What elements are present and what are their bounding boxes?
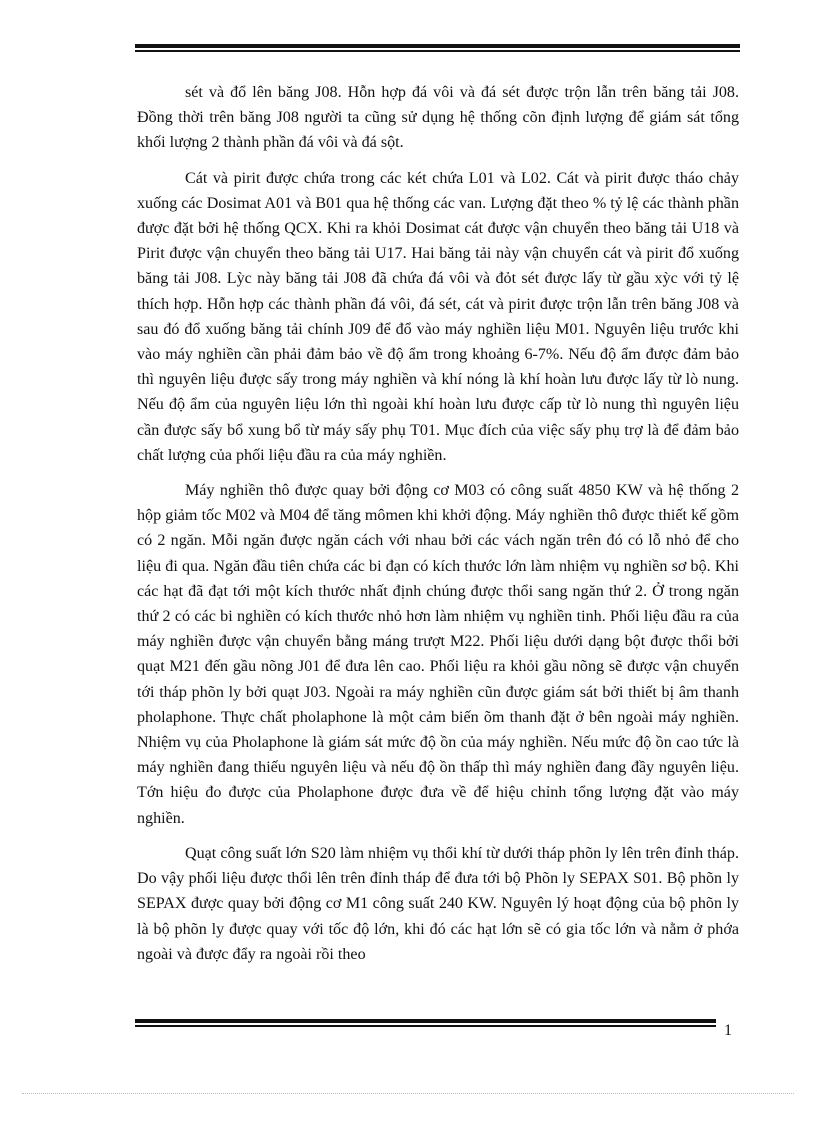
header-rule-thick	[135, 44, 740, 48]
paragraph-4: Quạt công suất lớn S20 làm nhiệm vụ thổi khí từ dưới tháp phõn ly lên trên đỉnh tháp. Do vậy phối liệu được thổi lên trên đỉnh tháp để đưa tới bộ Phõn ly SEPAX S01. Bộ phõn ly SEPAX được quay bởi động cơ M1 công suất 240 KW. Nguyên lý hoạt động của bộ phõn ly là bộ phõn ly được quay với tốc độ lớn, khi đó các hạt lớn sẽ có gia tốc lớn và nằm ở phớa ngoài và được đẩy ra ngoài rồi theo	[137, 844, 739, 963]
paragraph-1: sét và đổ lên băng J08. Hỗn hợp đá vôi và đá sét được trộn lẫn trên băng tải J08. Đồng thời trên băng J08 người ta cũng sử dụng hệ thống cõn định lượng để giám sát tổng khối lượng 2 thành phần đá vôi và đá sột.	[137, 84, 739, 152]
page-dotted-border	[22, 1093, 794, 1094]
paragraph-2: Cát và pirit được chứa trong các két chứa L01 và L02. Cát và pirit được tháo chảy xuống các Dosimat A01 và B01 qua hệ thống các van. Lượng đặt theo % tỷ lệ các thành phần được đặt bởi hệ thống QCX. Khi ra khỏi Dosimat cát được vận chuyển theo băng tải U18 và Pirit được vận chuyển theo băng tải U17. Hai băng tải này vận chuyển cát và pirit đổ xuống băng tải J08. Lỳc này băng tải J08 đã chứa đá vôi và đỏt sét được lấy từ gầu xỳc với tỷ lệ thích hợp. Hỗn hợp các thành phần đá vôi, đá sét, cát và pirit được trộn lẫn trên băng J08 và sau đó đổ xuống băng tải chính J09 để đổ vào máy nghiền liệu M01. Nguyên liệu trước khi vào máy nghiền cần phải đảm bảo về độ ẩm trong khoảng 6-7%. Nếu độ ẩm được đảm bảo thì nguyên liệu được sấy trong máy nghiền và khí nóng là khí hoàn lưu được lấy từ lò nung. Nếu độ ẩm của nguyên liệu lớn thì ngoài khí hoàn lưu được cấp từ lò nung thì nguyên liệu cần được sấy bổ xung bổ từ máy sấy phụ T01. Mục đích của việc sấy phụ trợ là để đảm bảo chất lượng của phối liệu đầu ra của máy nghiền.	[137, 169, 739, 464]
page-number: 1	[724, 1022, 732, 1039]
footer-rule-thick	[135, 1019, 716, 1023]
footer-rule-thin	[135, 1025, 716, 1027]
paragraph-3: Máy nghiền thô được quay bởi động cơ M03 có công suất 4850 KW và hệ thống 2 hộp giảm tốc M02 và M04 để tăng mômen khi khởi động. Máy nghiền thô được thiết kế gồm có 2 ngăn. Mỗi ngăn được ngăn cách với nhau bởi các vách ngăn trên đó có lỗ nhỏ để cho liệu đi qua. Ngăn đầu tiên chứa các bi đạn có kích thước lớn làm nhiệm vụ nghiền sơ bộ. Khi các hạt đã đạt tới một kích thước nhất định chúng được thổi sang ngăn thứ 2. Ở trong ngăn thứ 2 có các bi nghiền có kích thước nhỏ hơn làm nhiệm vụ nghiền tinh. Phối liệu đầu ra của máy nghiền được vận chuyển bằng máng trượt M22. Phối liệu dưới dạng bột được thổi bởi quạt M21 đến gầu nõng J01 để đưa lên cao. Phối liệu ra khỏi gầu nõng sẽ được vận chuyển tới tháp phõn ly bởi quạt J03. Ngoài ra máy nghiền cũn được giám sát bởi thiết bị âm thanh pholaphone. Thực chất pholaphone là một cảm biến õm thanh đặt ở bên ngoài máy nghiền. Nhiệm vụ của Pholaphone là giám sát mức độ ồn của máy nghiền. Nếu mức độ ồn cao tức là máy nghiền đang thiếu nguyên liệu và nếu độ ồn thấp thì máy nghiền đang đầy nguyên liệu. Tớn hiệu đo được của Pholaphone được đưa về để hiệu chỉnh tổng lượng đặt vào máy nghiền.	[137, 482, 739, 827]
header-rule-thin	[135, 50, 740, 52]
footer-double-rule	[135, 1019, 716, 1028]
header-double-rule	[135, 44, 740, 53]
document-body	[137, 80, 739, 977]
